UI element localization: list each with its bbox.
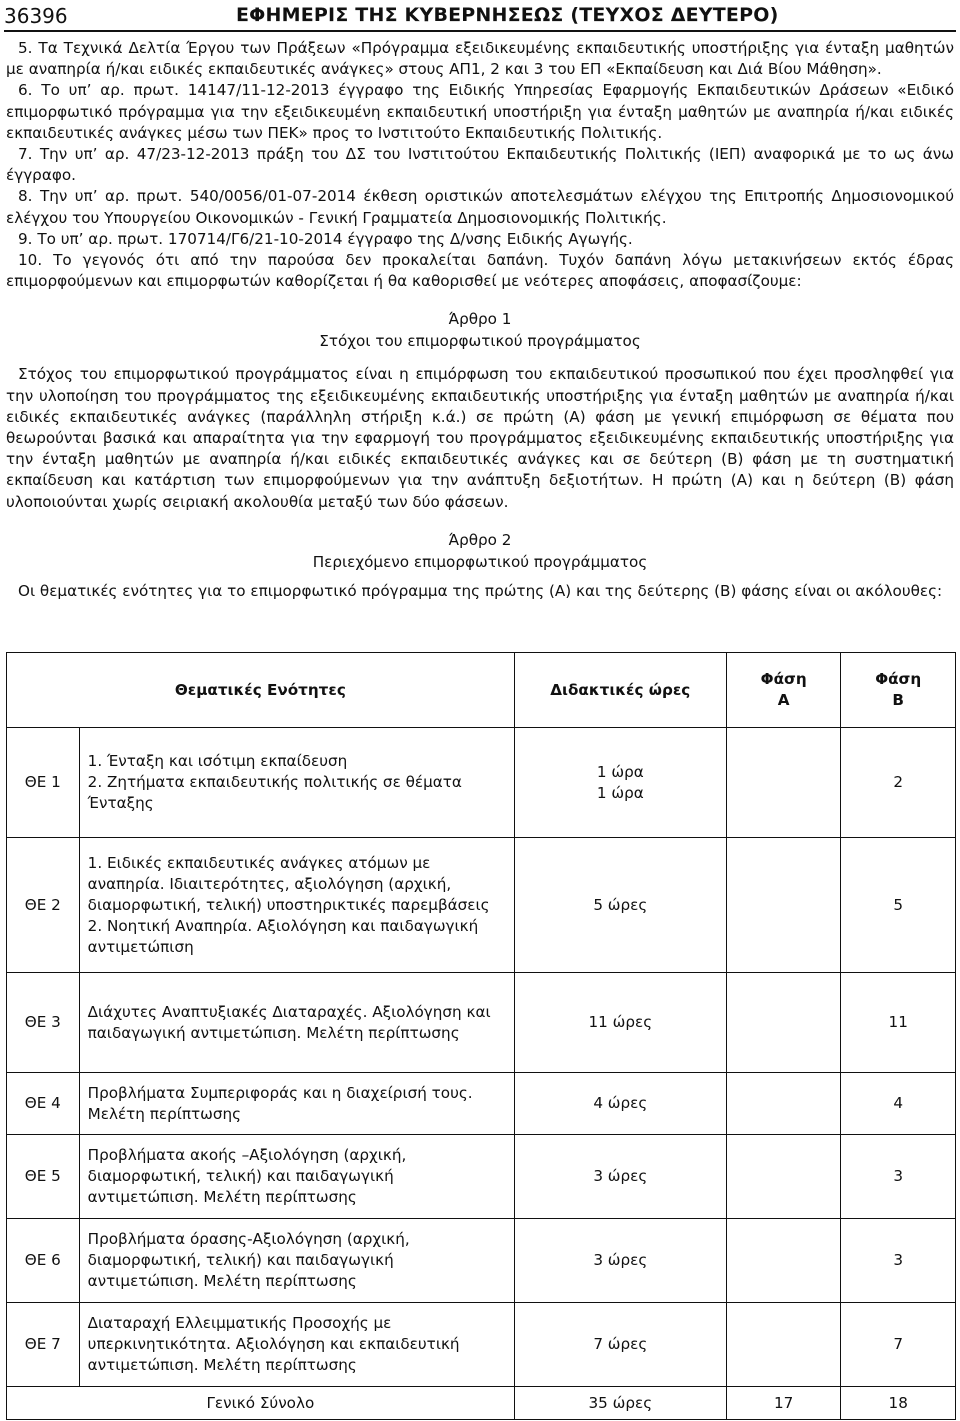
row-hours: [514, 973, 726, 1073]
row-topic: [79, 1073, 514, 1135]
row-code: ΘΕ 1: [7, 728, 80, 838]
header-phase-a-line2: Α: [777, 691, 790, 709]
row-phase-a: [726, 1135, 841, 1219]
row-hours: [514, 728, 726, 838]
topic-line: 2. Νοητική Αναπηρία. Αξιολόγηση και παιδαγωγική αντιμετώπιση: [87, 916, 479, 956]
row-phase-a: [726, 1303, 841, 1387]
row-topic: [79, 838, 514, 973]
row-code: ΘΕ 2: [7, 838, 80, 973]
row-code: ΘΕ 6: [7, 1219, 80, 1303]
row-hours: [514, 1303, 726, 1387]
row-phase-a: [726, 1073, 841, 1135]
row-code: ΘΕ 4: [7, 1073, 80, 1135]
table-row: [7, 1219, 956, 1303]
topic-line: 1. Ένταξη και ισότιμη εκπαίδευση: [87, 752, 348, 770]
hours-line: 4 ώρες: [593, 1094, 648, 1112]
row-topic: [79, 1219, 514, 1303]
row-hours: [514, 1073, 726, 1135]
header-rule: [4, 30, 956, 32]
row-topic: [79, 973, 514, 1073]
row-topic: [79, 728, 514, 838]
header-phase-a-line1: Φάση: [760, 670, 807, 688]
header-phase-a: [726, 653, 841, 728]
gazette-title: ΕΦΗΜΕΡΙΣ ΤΗΣ ΚΥΒΕΡΝΗΣΕΩΣ (ΤΕΥΧΟΣ ΔΕΥΤΕΡΟ): [236, 4, 779, 26]
table-row: [7, 1303, 956, 1387]
topic-line: Διαταραχή Ελλειμματικής Προσοχής με υπερκινητικότητα. Αξιολόγηση και εκπαιδευτική αντιμετώπιση. Μελέτη περίπτωσης: [87, 1314, 460, 1374]
row-phase-b: 4: [841, 1073, 956, 1135]
row-code: ΘΕ 3: [7, 973, 80, 1073]
table-row: [7, 1135, 956, 1219]
row-phase-a: [726, 728, 841, 838]
article-1-text: Στόχος του επιμορφωτικού προγράμματος είναι η επιμόρφωση του εκπαιδευτικού προσωπικού που έχει προσληφθεί για την υλοποίηση του προγράμματος της εξειδικευμένης εκπαιδευτικής υποστήριξης για ένταξη μαθητών με αναπηρία ή/και ειδικές εκπαιδευτικές ανάγκες (παράλληλη στήριξη κ.ά.) σε πρώτη (Α) φάση με γενική επιμόρφωση σε θέματα που θεωρούνται βασικά και απαραίτητα για την εφαρμογή του προγράμματος εξειδικευμένης εκπαιδευτικής υποστήριξης για την ένταξη μαθητών με αναπηρία ή/και ειδικές εκπαιδευτικές ανάγκες και σε δεύτερη (Β) φάση με τη συστηματική εκπαίδευση και κατάρτιση των επιμορφούμενων για την ανάπτυξη δεξιοτήτων. Η πρώτη (Α) και η δεύτερη (Β) φάση υλοποιούνται χωρίς σειριακή ακολουθία μεταξύ των δύο φάσεων.: [6, 365, 954, 511]
header-phase-b-line1: Φάση: [875, 670, 922, 688]
table-row: [7, 1073, 956, 1135]
row-phase-b: 3: [841, 1135, 956, 1219]
topic-line: Προβλήματα όρασης-Αξιολόγηση (αρχική, διαμορφωτική, τελική) και παιδαγωγική αντιμετώπιση. Μελέτη περίπτωσης: [87, 1230, 410, 1290]
hours-line: 3 ώρες: [593, 1167, 648, 1185]
row-phase-b: 2: [841, 728, 956, 838]
table-row: [7, 728, 956, 838]
row-topic: [79, 1135, 514, 1219]
total-row: [7, 1387, 956, 1420]
header-hours: Διδακτικές ώρες: [514, 653, 726, 728]
paragraph-9: 9. Το υπ’ αρ. πρωτ. 170714/Γ6/21-10-2014 έγγραφο της Δ/νσης Ειδικής Αγωγής.: [18, 229, 633, 248]
row-phase-b: 3: [841, 1219, 956, 1303]
row-phase-a: [726, 838, 841, 973]
paragraph-7: 7. Την υπ’ αρ. 47/23-12-2013 πράξη του ΔΣ του Ινστιτούτου Εκπαιδευτικής Πολιτικής (ΙΕΠ) αναφορικά με το ως άνω έγγραφο.: [6, 145, 954, 185]
total-label: Γενικό Σύνολο: [7, 1387, 515, 1420]
header-topics: Θεματικές Ενότητες: [7, 653, 515, 728]
hours-line: 11 ώρες: [588, 1013, 653, 1031]
topic-line: 1. Ειδικές εκπαιδευτικές ανάγκες ατόμων με αναπηρία. Ιδιαιτερότητες, αξιολόγηση (αρχική, διαμορφωτική, τελική) υποστηρικτικές παρεμβάσεις: [87, 853, 490, 914]
hours-line: 7 ώρες: [593, 1335, 648, 1353]
paragraph-6: 6. Το υπ’ αρ. πρωτ. 14147/11-12-2013 έγγραφο της Ειδικής Υπηρεσίας Εφαρμογής Εκπαιδευτικών Δράσεων «Ειδικό επιμορφωτικό πρόγραμμα για την εξειδικευμένη εκπαιδευτική υποστήριξη για ένταξη μαθητών με αναπηρία ή/και ειδικές εκπαιδευτικές ανάγκες μέσω των ΠΕΚ» προς το Ινστιτούτο Εκπαιδευτικής Πολιτικής.: [6, 81, 954, 142]
row-code: ΘΕ 5: [7, 1135, 80, 1219]
topics-table: [6, 652, 956, 1420]
row-phase-a: [726, 1219, 841, 1303]
header-phase-b: [841, 653, 956, 728]
article-2: [6, 529, 954, 602]
row-phase-b: 11: [841, 973, 956, 1073]
hours-line: 3 ώρες: [593, 1251, 648, 1269]
paragraph-10: 10. Το γεγονός ότι από την παρούσα δεν προκαλείται δαπάνη. Τυχόν δαπάνη λόγω μετακινήσεων εκτός έδρας επιμορφούμενων και επιμορφωτών καθορίζεται ή θα καθορισθεί με νεότερες αποφάσεις, αποφασίζουμε:: [6, 251, 954, 291]
article-1: [6, 308, 954, 512]
row-phase-b: 7: [841, 1303, 956, 1387]
total-hours: 35 ώρες: [514, 1387, 726, 1420]
table-row: [7, 973, 956, 1073]
table-header-row: [7, 653, 956, 728]
table-row: [7, 838, 956, 973]
total-phase-a: 17: [726, 1387, 841, 1420]
row-hours: [514, 1219, 726, 1303]
article-1-title: Στόχοι του επιμορφωτικού προγράμματος: [319, 332, 641, 351]
paragraph-8: 8. Την υπ’ αρ. πρωτ. 540/0056/01-07-2014 έκθεση οριστικών αποτελεσμάτων ελέγχου της Επιτροπής Δημοσιονομικού ελέγχου του Υπουργείου Οικονομικών - Γενική Γραμματεία Δημοσιονομικής Πολιτικής.: [6, 187, 954, 227]
article-2-number: Άρθρο 2: [448, 530, 512, 549]
article-1-number: Άρθρο 1: [448, 310, 512, 329]
row-hours: [514, 838, 726, 973]
topic-line: Διάχυτες Αναπτυξιακές Διαταραχές. Αξιολόγηση και παιδαγωγική αντιμετώπιση. Μελέτη περίπτωσης: [87, 1002, 491, 1042]
page-number: 36396: [4, 4, 68, 28]
hours-line: 1 ώρα: [596, 783, 644, 802]
article-2-text: Οι θεματικές ενότητες για το επιμορφωτικό πρόγραμμα της πρώτης (Α) και της δεύτερης (Β) φάσης είναι οι ακόλουθες:: [18, 581, 943, 600]
header-phase-b-line2: Β: [892, 691, 904, 709]
paragraph-5: 5. Τα Τεχνικά Δελτία Έργου των Πράξεων «Πρόγραμμα εξειδικευμένης εκπαιδευτικής υποστήριξης για ένταξη μαθητών με αναπηρία ή/και ειδικές εκπαιδευτικές ανάγκες» στους ΑΠ1, 2 και 3 του ΕΠ «Εκπαίδευση και Διά Βίου Μάθηση».: [6, 39, 954, 79]
total-phase-b: 18: [841, 1387, 956, 1420]
document-body: [6, 38, 954, 602]
row-topic: [79, 1303, 514, 1387]
page-header: [4, 2, 956, 32]
row-hours: [514, 1135, 726, 1219]
article-2-title: Περιεχόμενο επιμορφωτικού προγράμματος: [312, 552, 648, 571]
hours-line: 1 ώρα: [596, 762, 644, 781]
row-phase-a: [726, 973, 841, 1073]
topic-line: Προβλήματα ακοής –Αξιολόγηση (αρχική, διαμορφωτική, τελική) και παιδαγωγική αντιμετώπιση. Μελέτη περίπτωσης: [87, 1146, 407, 1206]
topic-line: 2. Ζητήματα εκπαιδευτικής πολιτικής σε θέματα Ένταξης: [87, 773, 462, 812]
hours-line: 5 ώρες: [593, 895, 648, 914]
topic-line: Προβλήματα Συμπεριφοράς και η διαχείρισή τους. Μελέτη περίπτωσης: [87, 1083, 473, 1123]
row-phase-b: 5: [841, 838, 956, 973]
row-code: ΘΕ 7: [7, 1303, 80, 1387]
